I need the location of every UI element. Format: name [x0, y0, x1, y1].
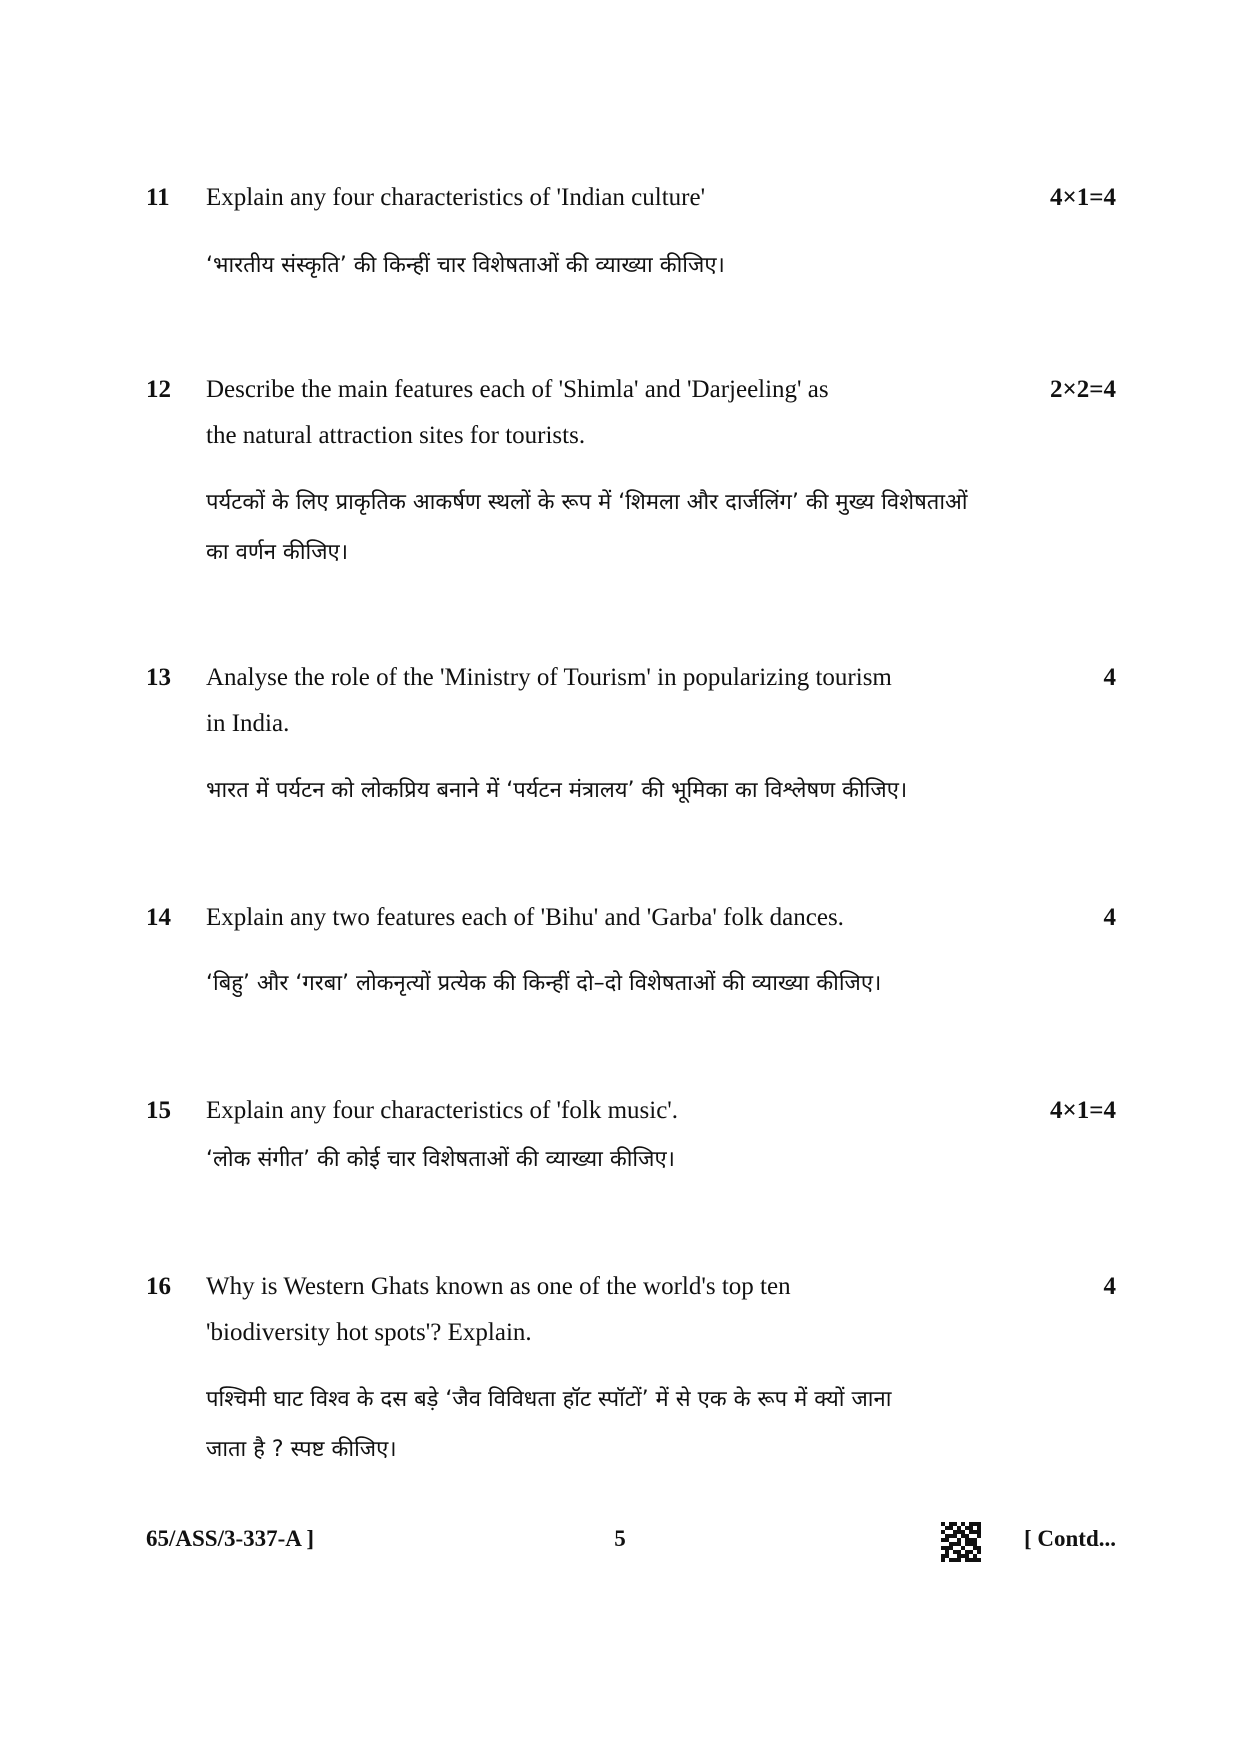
page-footer	[0, 1518, 1240, 1568]
question-text-english-line-1: Why is Western Ghats known as one of the world's top ten	[206, 1273, 791, 1300]
question-text-english-line-2: 'biodiversity hot spots'? Explain.	[206, 1319, 532, 1346]
question-number: 15	[146, 1097, 171, 1124]
question-text-hindi: ‘बिहु’ और ‘गरबा’ लोकनृत्यों प्रत्येक की किन्हीं दो–दो विशेषताओं की व्याख्या कीजिए।	[206, 971, 882, 996]
continued-label: [ Contd...	[1023, 1526, 1116, 1551]
question-marks: 4	[1103, 664, 1116, 691]
question-number: 12	[146, 376, 171, 403]
question-text-hindi-line-2: जाता है ? स्पष्ट कीजिए।	[206, 1437, 397, 1462]
question-marks: 4×1=4	[1050, 1097, 1116, 1124]
question-text-english: Explain any four characteristics of 'folk music'.	[206, 1097, 679, 1124]
question-marks: 4×1=4	[1050, 184, 1116, 211]
question-text-english-line-1: Analyse the role of the 'Ministry of Tourism' in popularizing tourism	[206, 664, 892, 691]
question-text-hindi: ‘भारतीय संस्कृति’ की किन्हीं चार विशेषताओं की व्याख्या कीजिए।	[206, 253, 725, 278]
question-text-hindi-line-1: पर्यटकों के लिए प्राकृतिक आकर्षण स्थलों के रूप में ‘शिमला और दार्जलिंग’ की मुख्य विशेषताओं	[206, 490, 968, 515]
paper-code: 65/ASS/3-337-A ]	[146, 1526, 315, 1551]
question-text-english-line-1: Describe the main features each of 'Shimla' and 'Darjeeling' as	[206, 376, 829, 403]
question-text-hindi: भारत में पर्यटन को लोकप्रिय बनाने में ‘पर्यटन मंत्रालय’ की भूमिका का विश्लेषण कीजिए।	[206, 778, 908, 803]
question-number: 11	[146, 184, 170, 211]
question-text-english: Explain any four characteristics of 'Indian culture'	[206, 184, 706, 211]
question-text-english-line-2: in India.	[206, 710, 290, 737]
question-marks: 4	[1103, 904, 1116, 931]
page-number: 5	[614, 1526, 626, 1551]
question-text-hindi: ‘लोक संगीत’ की कोई चार विशेषताओं की व्याख्या कीजिए।	[206, 1147, 675, 1172]
question-text-english: Explain any two features each of 'Bihu' and 'Garba' folk dances.	[206, 904, 844, 931]
question-number: 13	[146, 664, 171, 691]
question-marks: 4	[1103, 1273, 1116, 1300]
question-text-english-line-2: the natural attraction sites for tourists.	[206, 422, 586, 449]
question-text-hindi-line-1: पश्चिमी घाट विश्व के दस बड़े ‘जैव विविधता हॉट स्पॉटों’ में से एक के रूप में क्यों जाना	[206, 1387, 892, 1412]
qr-code-icon	[941, 1522, 981, 1562]
question-number: 16	[146, 1273, 171, 1300]
question-marks: 2×2=4	[1050, 376, 1116, 403]
question-text-hindi-line-2: का वर्णन कीजिए।	[206, 540, 349, 565]
question-number: 14	[146, 904, 171, 931]
